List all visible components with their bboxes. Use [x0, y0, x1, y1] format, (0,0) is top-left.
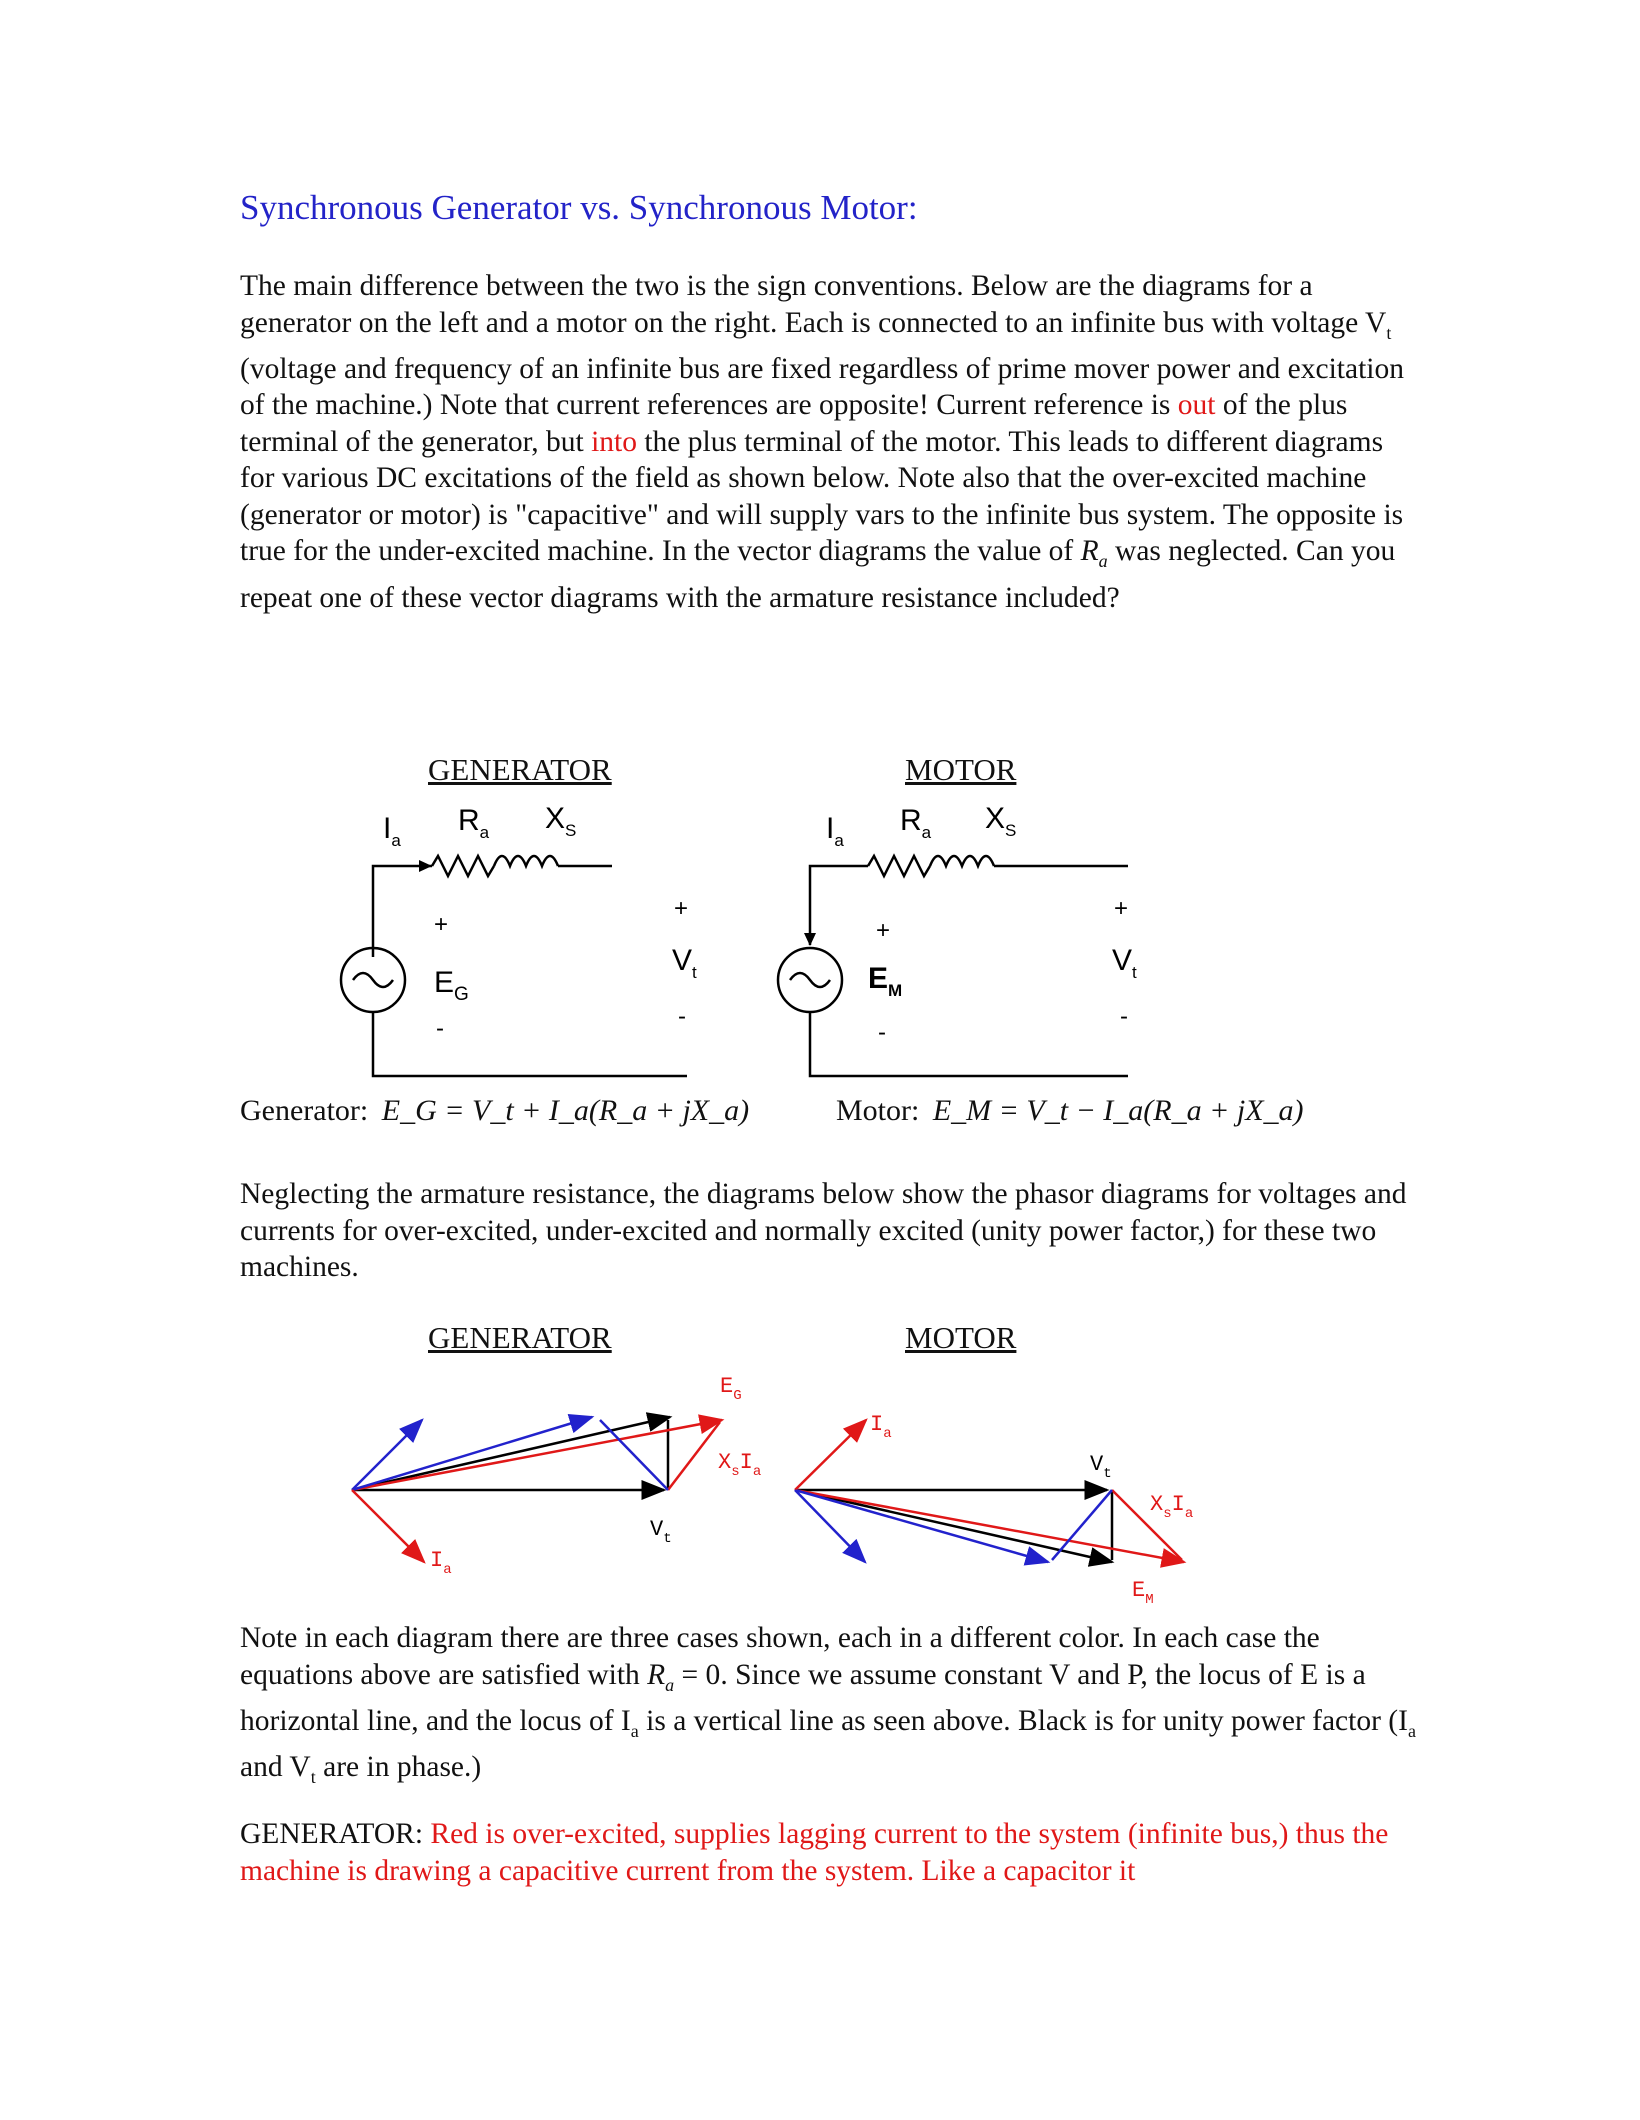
notes-paragraph: Note in each diagram there are three cases shown, each in a different color. In each case the equations above are satisfied with $R_a = 0$. Since we assume constant V and P, the locus of E is a horizontal line, and the locus of $I_a$ is a vertical line as seen above. Black is for unity power factor ($I_a$ and $V_t$ are in phase.)	[240, 1622, 1416, 1788]
gen-ia-label: $I_a$	[383, 812, 401, 850]
motor-em-label: $E_M$	[1132, 1578, 1154, 1608]
generator-phasor-heading: GENERATOR	[428, 1320, 612, 1355]
gen-eg-red	[352, 1420, 722, 1490]
motor-phasor-diagram	[795, 1420, 1184, 1562]
motor-plus-label: +	[876, 917, 891, 944]
gen-eg-blue	[352, 1417, 592, 1490]
motor-em-blue	[795, 1490, 1048, 1562]
gen-xsia-blue	[600, 1420, 668, 1490]
generator-circuit-labels	[383, 802, 697, 1042]
motor-xsia-red	[1112, 1490, 1182, 1560]
intro-paragraph: The main difference between the two is the sign conventions. Below are the diagrams for a generator on the left and a motor on the right. Each is connected to an infinite bus with voltage $V_t$ (voltage and frequency of an infinite bus are fixed regardless of prime mover power and excitation of the machine.) Note that current references are opposite! Current reference is out of the plus terminal of the generator, but into the plus terminal of the motor. This leads to different diagrams for various DC excitations of the field as shown below. Note also that the over-excited machine (generator or motor) is "capacitive" and will supply vars to the infinite bus system. The opposite is true for the under-excited machine. In the vector diagrams the value of $R_a$ was neglected. Can you repeat one of these vector diagrams with the armature resistance included?	[240, 270, 1404, 614]
generator-equation: Generator: E_G = V_t + I_a(R_a + jX_a)	[240, 1094, 750, 1127]
motor-circuit-heading: MOTOR	[905, 752, 1017, 787]
motor-xsia-blue	[1052, 1490, 1112, 1560]
generator-phasor-labels	[430, 1374, 761, 1578]
motor-ia-red	[795, 1420, 866, 1490]
motor-ra-label: $R_a$	[900, 804, 932, 842]
generator-explanation: GENERATOR: Red is over-excited, supplies lagging current to the system (infinite bus,) thus the machine is drawing a capacitive current from the system. Like a capacitor it	[240, 1818, 1389, 1887]
motor-em-black	[795, 1490, 1112, 1562]
motor-circuit	[778, 856, 1128, 1076]
motor-vt-minus: -	[1120, 1003, 1128, 1030]
motor-vt-label: $V_t$	[1112, 944, 1137, 982]
gen-vt-label: $V_t$	[672, 944, 697, 982]
motor-ia-label: $I_a$	[826, 812, 844, 850]
gen-xsia-label: $X_sI_a$	[718, 1450, 762, 1480]
gen-plus-label: +	[434, 911, 449, 938]
out-word: out	[1177, 389, 1216, 422]
gen-vt-label: $V_t$	[650, 1517, 672, 1547]
gen-xsia-red	[668, 1422, 720, 1490]
gen-vt-plus: +	[674, 895, 689, 922]
gen-ia-blue	[352, 1420, 422, 1490]
gen-xs-label: $X_S$	[545, 802, 577, 840]
phasor-intro-paragraph: Neglecting the armature resistance, the diagrams below show the phasor diagrams for voltages and currents for over-excited, under-excited and normally excited (unity power factor,) for these two machines.	[240, 1178, 1407, 1283]
motor-em-label: $E_M$	[868, 962, 903, 1000]
motor-ia-blue	[795, 1490, 865, 1562]
gen-ia-red	[352, 1490, 424, 1562]
gen-minus-label: -	[436, 1015, 444, 1042]
into-word: into	[591, 425, 637, 458]
motor-xs-label: $X_S$	[985, 802, 1017, 840]
motor-circuit-labels	[826, 802, 1137, 1046]
gen-vt-minus: -	[678, 1003, 686, 1030]
motor-vt-label: $V_t$	[1090, 1452, 1112, 1482]
gen-ia-label: $I_a$	[430, 1548, 452, 1578]
gen-eg-label: $E_G$	[720, 1374, 742, 1404]
motor-vt-plus: +	[1114, 895, 1129, 922]
motor-minus-label: -	[878, 1019, 886, 1046]
generator-circuit	[341, 856, 687, 1076]
gen-ra-label: $R_a$	[458, 804, 490, 842]
motor-equation: Motor: E_M = V_t − I_a(R_a + jX_a)	[836, 1094, 1304, 1127]
generator-phasor-diagram	[352, 1417, 722, 1562]
gen-eg-black	[352, 1417, 670, 1490]
motor-xsia-label: $X_sI_a$	[1150, 1492, 1194, 1522]
generator-circuit-heading: GENERATOR	[428, 752, 612, 787]
gen-eg-label: $E_G$	[434, 966, 469, 1005]
page-title: Synchronous Generator vs. Synchronous Motor:	[240, 188, 918, 227]
motor-phasor-heading: MOTOR	[905, 1320, 1017, 1355]
motor-em-red	[795, 1490, 1184, 1562]
motor-ia-label: $I_a$	[870, 1412, 892, 1442]
motor-phasor-labels	[870, 1412, 1193, 1608]
